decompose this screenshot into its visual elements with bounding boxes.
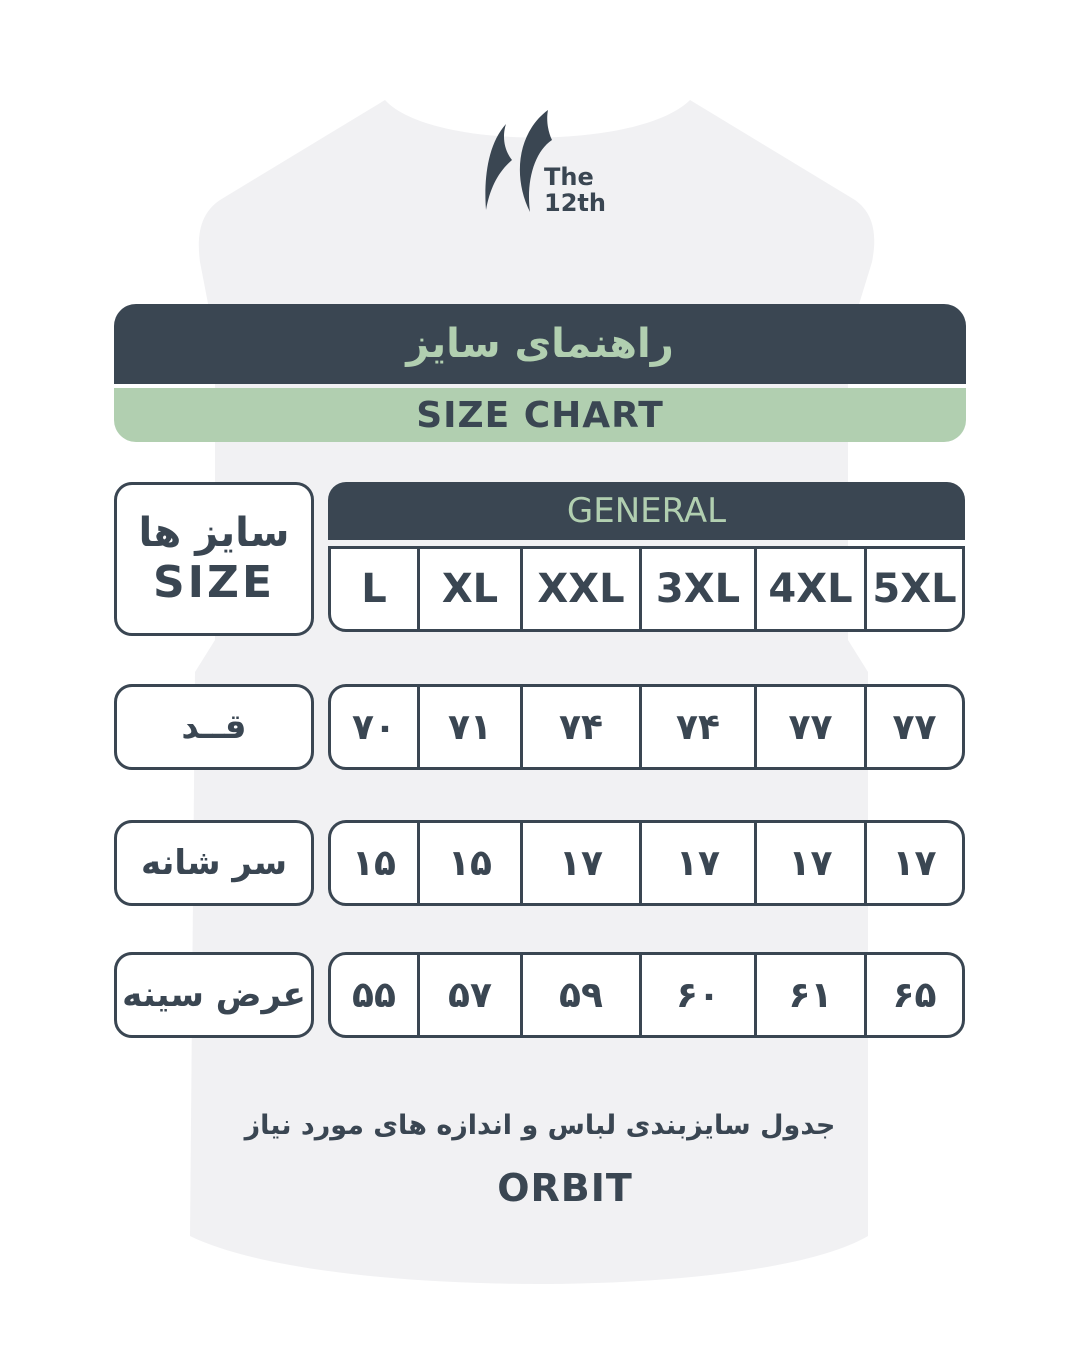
row-label-chest: عرض سینه	[114, 952, 314, 1038]
logo-text-line2: 12th	[544, 189, 606, 217]
value-cell: ۵۵	[352, 974, 396, 1016]
size-label-fa: سایز ها	[138, 510, 290, 556]
size-cell: L	[361, 566, 387, 612]
size-cell: 3XL	[639, 549, 754, 629]
footer-caption-fa: جدول سایزبندی لباس و اندازه های مورد نیاز	[244, 1110, 836, 1141]
value-cell: ۷۴	[639, 687, 754, 767]
value-cell: ۷۷	[754, 687, 864, 767]
general-header: GENERAL	[328, 482, 965, 540]
logo-text-line1: The	[544, 163, 594, 191]
size-label-en: SIZE	[152, 557, 276, 608]
page-title-fa: راهنمای سایز	[114, 304, 966, 384]
size-cell: XL	[417, 549, 520, 629]
value-cell: ۱۷	[520, 823, 639, 903]
table-row	[328, 952, 965, 1038]
value-cell: ۵۷	[417, 955, 520, 1035]
value-cell: ۱۷	[754, 823, 864, 903]
value-cell: ۵۹	[520, 955, 639, 1035]
value-cell: ۷۰	[352, 706, 396, 748]
value-cell: ۱۵	[417, 823, 520, 903]
size-cell: 4XL	[754, 549, 864, 629]
value-cell: ۶۵	[864, 955, 962, 1035]
value-cell: ۱۵	[352, 842, 396, 884]
size-row	[328, 546, 965, 632]
size-label-box	[114, 482, 314, 636]
row-label-height: قــد	[114, 684, 314, 770]
value-cell: ۷۴	[520, 687, 639, 767]
value-cell: ۷۱	[417, 687, 520, 767]
table-row	[328, 684, 965, 770]
value-cell: ۷۷	[864, 687, 962, 767]
page-title-en: SIZE CHART	[114, 388, 966, 442]
value-cell: ۱۷	[639, 823, 754, 903]
table-row	[328, 820, 965, 906]
footer-product-name: ORBIT	[497, 1166, 633, 1210]
brand-logo	[478, 106, 608, 218]
size-cell: 5XL	[864, 549, 962, 629]
value-cell: ۱۷	[864, 823, 962, 903]
size-cell: XXL	[520, 549, 639, 629]
value-cell: ۶۱	[754, 955, 864, 1035]
value-cell: ۶۰	[639, 955, 754, 1035]
row-label-shoulder: سر شانه	[114, 820, 314, 906]
